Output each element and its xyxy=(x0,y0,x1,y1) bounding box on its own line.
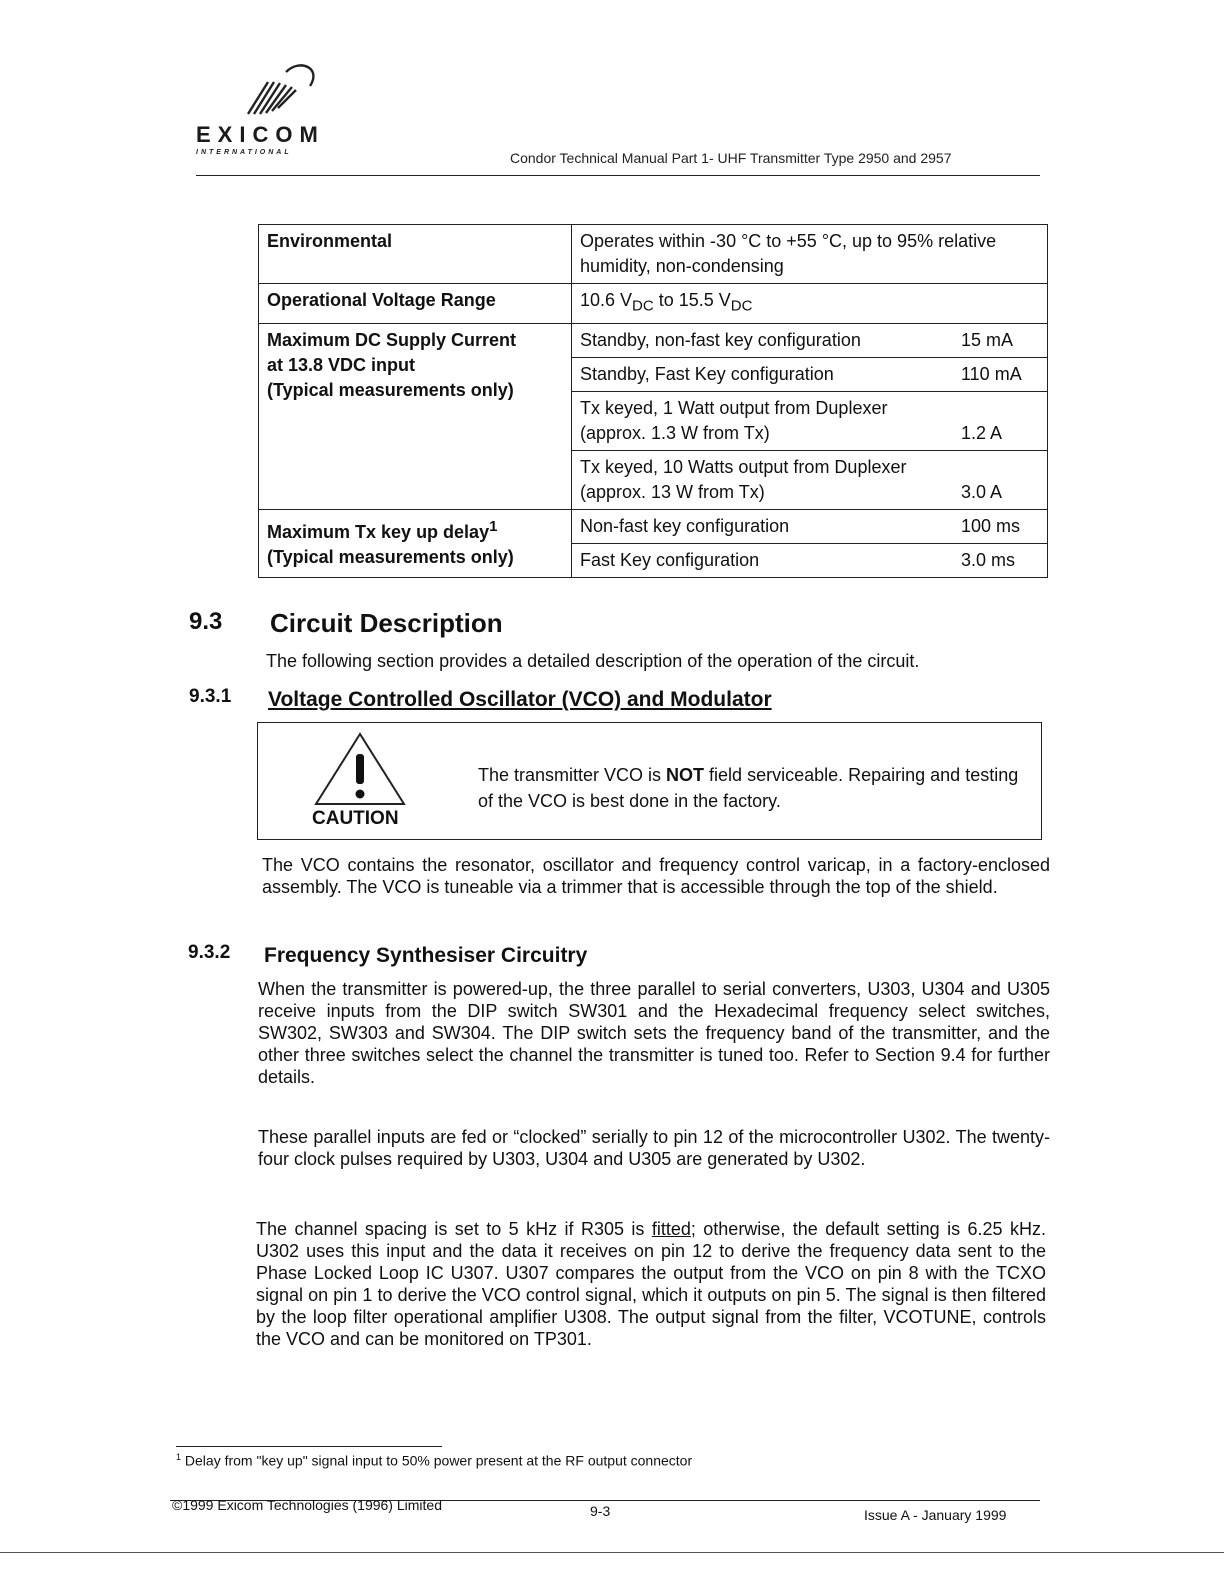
section-title: Circuit Description xyxy=(270,608,503,638)
footer-copyright: ©1999 Exicom Technologies (1996) Limited xyxy=(172,1497,442,1513)
delay-desc: Fast Key configuration xyxy=(572,543,954,577)
page-edge-rule xyxy=(0,1552,1224,1553)
footnote-marker: 1 xyxy=(176,1452,182,1462)
logo-subtitle: INTERNATIONAL xyxy=(196,149,292,156)
table-row xyxy=(259,225,1048,284)
footer-issue: Issue A - January 1999 xyxy=(864,1507,1007,1523)
table-row xyxy=(259,323,1048,357)
current-value: 15 mA xyxy=(953,323,1048,357)
voltage-value: 10.6 $V_{DC}$ to 15.5 $V_{DC}$ xyxy=(572,284,1048,324)
subsection-number: 9.3.2 xyxy=(188,942,231,963)
exicom-logo-icon xyxy=(244,58,324,118)
page-number: 9-3 xyxy=(590,1503,611,1519)
delay-label-text: Maximum Tx key up delay xyxy=(267,521,490,542)
delay-desc: Non-fast key configuration xyxy=(572,509,954,543)
current-desc: Tx keyed, 10 Watts output from Duplexer (approx. 13 W from Tx) xyxy=(572,450,954,509)
synth-paragraph-2: These parallel inputs are fed or “clocked” serially to pin 12 of the microcontroller U302. The twenty-four clock pulses required by U303, U304 and U305 are generated by U302. xyxy=(258,1127,1050,1169)
subsection-title: Voltage Controlled Oscillator (VCO) and Modulator xyxy=(268,688,772,711)
underlined-word: fitted xyxy=(651,1219,691,1239)
warning-triangle-icon xyxy=(312,730,408,810)
caution-text-part: The transmitter VCO is xyxy=(478,765,667,785)
footnote xyxy=(176,1452,692,1469)
subsection-number: 9.3.1 xyxy=(189,686,232,707)
environmental-label: Environmental xyxy=(259,225,572,284)
current-desc: Standby, Fast Key configuration xyxy=(572,357,954,391)
paragraph-text: The channel spacing is set to 5 kHz if R305 is xyxy=(256,1219,652,1239)
caution-text xyxy=(478,762,1038,814)
table-row xyxy=(259,284,1048,324)
footnote-rule xyxy=(176,1446,442,1447)
current-desc: Tx keyed, 1 Watt output from Duplexer (approx. 1.3 W from Tx) xyxy=(572,391,954,450)
logo-wordmark: EXICOM xyxy=(196,122,325,147)
synth-paragraph-1: When the transmitter is powered-up, the three parallel to serial converters, U303, U304 and U305 receive inputs from the DIP switch SW301 and the Hexadecimal frequency select switches, SW302, SW303 and SW304. The DIP switch sets the frequency band of the transmitter, and the other three switches select the channel the transmitter is tuned too. Refer to Section 9.4 for further details. xyxy=(258,979,1050,1087)
current-desc: Standby, non-fast key configuration xyxy=(572,323,954,357)
subsection-title: Frequency Synthesiser Circuitry xyxy=(264,944,588,967)
current-value: 110 mA xyxy=(953,357,1048,391)
table-row xyxy=(259,509,1048,543)
caution-text-part: field serviceable. Repairing and testing of the VCO is best done in the factory. xyxy=(478,765,1019,811)
paragraph-text: ; otherwise, the default setting is 6.25 kHz. U302 uses this input and the data it receives on pin 12 to derive the frequency data sent to the Phase Locked Loop IC U307. U307 compares the output from the VCO on pin 8 with the TCXO signal on pin 1 to derive the VCO control signal, which it outputs on pin 5. The signal is then filtered by the loop filter operational amplifier U308. The output signal from the filter, VCOTUNE, controls the VCO and can be monitored on TP301. xyxy=(256,1219,1046,1349)
voltage-label: Operational Voltage Range xyxy=(259,284,572,324)
header-title: Condor Technical Manual Part 1- UHF Transmitter Type 2950 and 2957 xyxy=(510,150,952,166)
delay-label xyxy=(259,509,572,577)
current-label-line: at 13.8 VDC input xyxy=(267,354,416,375)
environmental-value: Operates within -30 °C to +55 °C, up to 95% relative humidity, non-condensing xyxy=(572,225,1048,284)
delay-label-line: (Typical measurements only) xyxy=(267,546,514,567)
delay-label-line xyxy=(267,514,563,545)
footnote-text: Delay from "key up" signal input to 50% power present at the RF output connector xyxy=(184,1452,693,1469)
footnote-ref: 1 xyxy=(489,517,498,535)
delay-value: 100 ms xyxy=(953,509,1048,543)
current-label xyxy=(259,323,572,509)
spec-table xyxy=(258,224,1048,578)
section-intro: The following section provides a detailed description of the operation of the circuit. xyxy=(266,651,920,671)
vco-paragraph: The VCO contains the resonator, oscillator and frequency control varicap, in a factory-enclosed assembly. The VCO is tuneable via a trimmer that is accessible through the top of the shield. xyxy=(262,855,1050,897)
synth-paragraph-3 xyxy=(256,1218,1046,1350)
caution-text-bold: NOT xyxy=(666,765,705,785)
current-label-line: (Typical measurements only) xyxy=(267,379,514,400)
section-number: 9.3 xyxy=(189,608,223,635)
header-rule xyxy=(196,175,1040,176)
delay-value: 3.0 ms xyxy=(953,543,1048,577)
current-value: 3.0 A xyxy=(953,450,1048,509)
current-label-line: Maximum DC Supply Current xyxy=(267,329,517,350)
caution-label: CAUTION xyxy=(312,808,399,829)
current-value: 1.2 A xyxy=(953,391,1048,450)
